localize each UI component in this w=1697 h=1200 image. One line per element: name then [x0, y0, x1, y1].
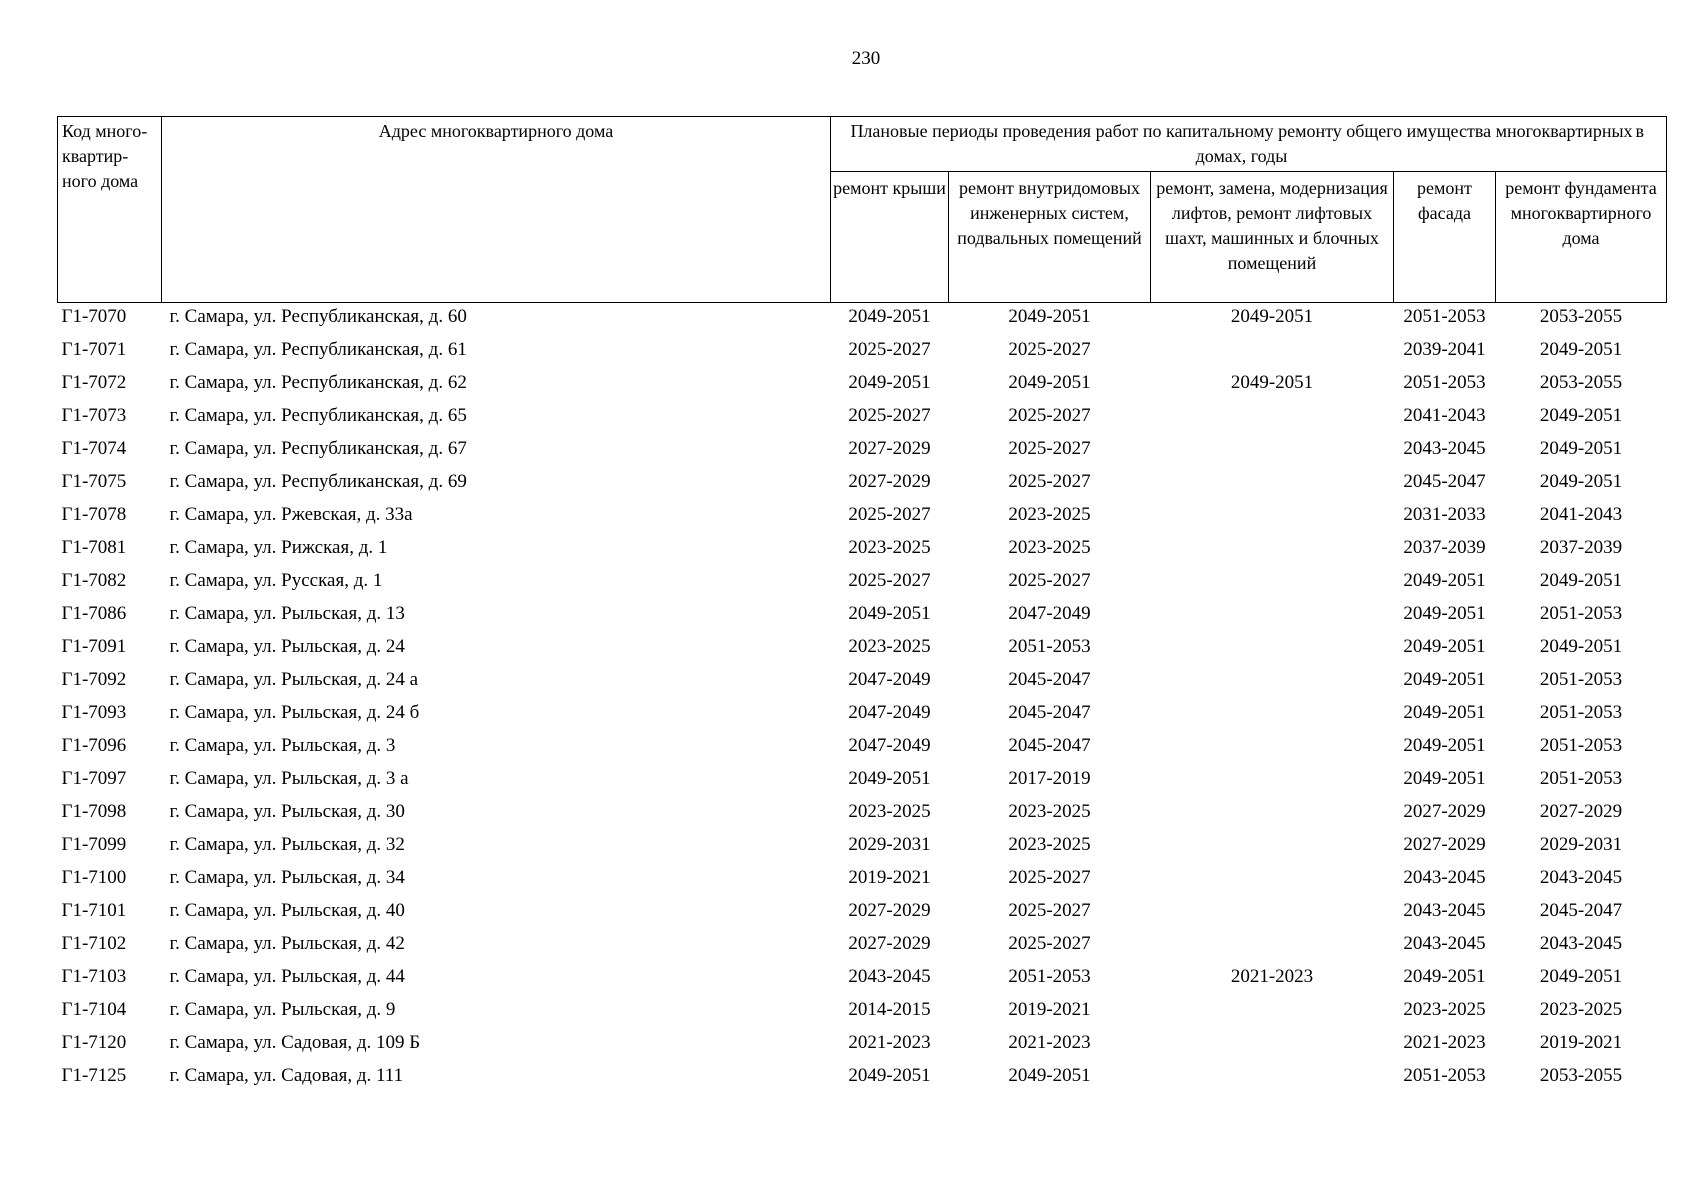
cell-facade: 2049-2051 [1403, 669, 1486, 690]
table-row [58, 800, 1667, 833]
cell-engineering: 2051-2053 [1008, 966, 1091, 987]
cell-code: Г1-7078 [61, 504, 127, 525]
cell-lifts [1151, 833, 1394, 866]
cell-engineering: 2023-2025 [1008, 801, 1091, 822]
page-number: 230 [851, 48, 881, 69]
cell-facade: 2041-2043 [1403, 405, 1486, 426]
cell-address: г. Самара, ул. Республиканская, д. 61 [169, 339, 467, 360]
cell-address: г. Самара, ул. Рыльская, д. 24 а [169, 669, 419, 690]
cell-code: Г1-7100 [61, 867, 127, 888]
cell-code: Г1-7096 [61, 735, 127, 756]
cell-code: Г1-7092 [61, 669, 127, 690]
cell-engineering: 2049-2051 [1008, 1065, 1091, 1086]
cell-foundation: 2043-2045 [1539, 867, 1623, 888]
cell-roof: 2029-2031 [848, 834, 931, 855]
cell-lifts [1151, 734, 1394, 767]
cell-roof: 2047-2049 [848, 702, 931, 723]
cell-engineering: 2025-2027 [1008, 933, 1091, 954]
cell-engineering: 2047-2049 [1008, 603, 1091, 624]
table-row [58, 635, 1667, 668]
cell-engineering: 2025-2027 [1008, 867, 1091, 888]
header-periods-text: Плановые периоды проведения работ по капитальному ремонту общего имущества многоквартирных домах, годы [850, 121, 1633, 166]
cell-facade: 2049-2051 [1403, 570, 1486, 591]
cell-roof: 2027-2029 [848, 471, 931, 492]
cell-address: г. Самара, ул. Рыльская, д. 34 [169, 867, 405, 888]
cell-roof: 2021-2023 [848, 1032, 931, 1053]
cell-lifts [1151, 668, 1394, 701]
cell-engineering: 2021-2023 [1008, 1032, 1091, 1053]
table-row [58, 503, 1667, 536]
cell-lifts [1151, 1031, 1394, 1064]
cell-foundation: 2051-2053 [1539, 669, 1623, 690]
cell-engineering: 2019-2021 [1008, 999, 1091, 1020]
cell-facade: 2023-2025 [1403, 999, 1486, 1020]
cell-address: г. Самара, ул. Рыльская, д. 42 [169, 933, 405, 954]
cell-engineering: 2025-2027 [1008, 570, 1091, 591]
header-lifts: ремонт, замена, модернизация лифтов, ремонт лифтовых шахт, машинных и блочных помещений [1151, 172, 1394, 303]
cell-foundation: 2019-2021 [1539, 1032, 1623, 1053]
cell-facade: 2051-2053 [1403, 372, 1486, 393]
cell-facade: 2049-2051 [1403, 735, 1486, 756]
cell-address: г. Самара, ул. Рыльская, д. 24 [169, 636, 405, 657]
cell-address: г. Самара, ул. Садовая, д. 111 [169, 1065, 404, 1086]
cell-lifts [1151, 470, 1394, 503]
table-row [58, 833, 1667, 866]
cell-roof: 2043-2045 [848, 966, 931, 987]
cell-address: г. Самара, ул. Рыльская, д. 30 [169, 801, 405, 822]
cell-code: Г1-7072 [61, 372, 127, 393]
cell-engineering: 2025-2027 [1008, 900, 1091, 921]
cell-roof: 2027-2029 [848, 900, 931, 921]
header-address: Адрес многоквартирного дома [162, 117, 831, 303]
cell-facade: 2039-2041 [1403, 339, 1486, 360]
header-code: Код много-квартир-ного дома [58, 117, 162, 303]
cell-lifts [1151, 602, 1394, 635]
cell-roof: 2049-2051 [848, 372, 931, 393]
table-row [58, 701, 1667, 734]
table-row [58, 470, 1667, 503]
cell-code: Г1-7104 [61, 999, 127, 1020]
cell-facade: 2045-2047 [1403, 471, 1486, 492]
cell-address: г. Самара, ул. Республиканская, д. 69 [169, 471, 467, 492]
cell-lifts [1151, 767, 1394, 800]
cell-facade: 2027-2029 [1403, 801, 1486, 822]
table-row [58, 734, 1667, 767]
cell-engineering: 2025-2027 [1008, 438, 1091, 459]
cell-address: г. Самара, ул. Рыльская, д. 3 [169, 735, 396, 756]
cell-foundation: 2051-2053 [1539, 735, 1623, 756]
header-roof: ремонт крыши [831, 172, 949, 303]
cell-code: Г1-7073 [61, 405, 127, 426]
cell-code: Г1-7082 [61, 570, 127, 591]
table-row [58, 437, 1667, 470]
cell-code: Г1-7099 [61, 834, 127, 855]
cell-code: Г1-7075 [61, 471, 127, 492]
cell-engineering: 2023-2025 [1008, 834, 1091, 855]
table-row [58, 1064, 1667, 1097]
table-row [58, 338, 1667, 371]
cell-lifts [1151, 503, 1394, 536]
cell-code: Г1-7097 [61, 768, 127, 789]
cell-facade: 2043-2045 [1403, 867, 1486, 888]
cell-lifts: 2049-2051 [1230, 372, 1314, 393]
cell-code: Г1-7102 [61, 933, 127, 954]
cell-facade: 2049-2051 [1403, 702, 1486, 723]
cell-foundation: 2051-2053 [1539, 702, 1623, 723]
cell-foundation: 2049-2051 [1539, 471, 1623, 492]
cell-roof: 2049-2051 [848, 306, 931, 327]
cell-engineering: 2045-2047 [1008, 735, 1091, 756]
cell-code: Г1-7071 [61, 339, 127, 360]
cell-code: Г1-7074 [61, 438, 127, 459]
cell-engineering: 2023-2025 [1008, 537, 1091, 558]
header-periods-trailing: в [1635, 121, 1644, 141]
cell-foundation: 2043-2045 [1539, 933, 1623, 954]
table-header [58, 117, 1667, 303]
cell-engineering: 2025-2027 [1008, 405, 1091, 426]
cell-roof: 2047-2049 [848, 735, 931, 756]
cell-engineering: 2017-2019 [1008, 768, 1091, 789]
cell-code: Г1-7098 [61, 801, 127, 822]
cell-foundation: 2053-2055 [1539, 372, 1623, 393]
table-row [58, 965, 1667, 998]
cell-facade: 2027-2029 [1403, 834, 1486, 855]
cell-code: Г1-7125 [61, 1065, 127, 1086]
header-foundation: ремонт фундамента многоквартирного дома [1496, 172, 1667, 303]
repair-schedule-table [57, 116, 1667, 1097]
cell-roof: 2023-2025 [848, 636, 931, 657]
cell-roof: 2049-2051 [848, 768, 931, 789]
cell-engineering: 2051-2053 [1008, 636, 1091, 657]
cell-lifts [1151, 866, 1394, 899]
table-row [58, 303, 1667, 339]
cell-address: г. Самара, ул. Ржевская, д. 33а [169, 504, 413, 525]
header-engineering: ремонт внутридомовых инженерных систем, подвальных помещений [949, 172, 1151, 303]
cell-facade: 2051-2053 [1403, 1065, 1486, 1086]
cell-engineering: 2023-2025 [1008, 504, 1091, 525]
table-row [58, 1031, 1667, 1064]
cell-address: г. Самара, ул. Рыльская, д. 9 [169, 999, 396, 1020]
cell-facade: 2043-2045 [1403, 438, 1486, 459]
table-row [58, 371, 1667, 404]
cell-lifts [1151, 932, 1394, 965]
table-row [58, 932, 1667, 965]
cell-facade: 2049-2051 [1403, 768, 1486, 789]
cell-address: г. Самара, ул. Рыльская, д. 40 [169, 900, 405, 921]
cell-address: г. Самара, ул. Русская, д. 1 [169, 570, 383, 591]
table-row [58, 602, 1667, 635]
cell-roof: 2047-2049 [848, 669, 931, 690]
cell-foundation: 2049-2051 [1539, 339, 1623, 360]
table-row [58, 866, 1667, 899]
cell-roof: 2025-2027 [848, 570, 931, 591]
table-row [58, 569, 1667, 602]
cell-lifts [1151, 404, 1394, 437]
cell-address: г. Самара, ул. Республиканская, д. 62 [169, 372, 467, 393]
cell-foundation: 2023-2025 [1539, 999, 1623, 1020]
cell-foundation: 2049-2051 [1539, 636, 1623, 657]
cell-lifts [1151, 437, 1394, 470]
cell-lifts [1151, 536, 1394, 569]
cell-lifts [1151, 800, 1394, 833]
table-row [58, 536, 1667, 569]
cell-facade: 2021-2023 [1403, 1032, 1486, 1053]
header-facade: ремонт фасада [1394, 172, 1496, 303]
table-row [58, 767, 1667, 800]
cell-roof: 2049-2051 [848, 1065, 931, 1086]
cell-roof: 2025-2027 [848, 405, 931, 426]
table-body [58, 303, 1667, 1098]
cell-facade: 2031-2033 [1403, 504, 1486, 525]
cell-address: г. Самара, ул. Рыльская, д. 44 [169, 966, 405, 987]
cell-lifts: 2049-2051 [1230, 306, 1314, 327]
cell-engineering: 2049-2051 [1008, 306, 1091, 327]
cell-lifts: 2021-2023 [1230, 966, 1314, 987]
header-periods [831, 117, 1667, 172]
cell-foundation: 2053-2055 [1539, 1065, 1623, 1086]
cell-facade: 2051-2053 [1403, 306, 1486, 327]
cell-foundation: 2051-2053 [1539, 768, 1623, 789]
cell-foundation: 2041-2043 [1539, 504, 1623, 525]
cell-code: Г1-7070 [61, 306, 127, 327]
cell-address: г. Самара, ул. Республиканская, д. 65 [169, 405, 467, 426]
cell-lifts [1151, 998, 1394, 1031]
cell-code: Г1-7120 [61, 1032, 127, 1053]
table-row [58, 998, 1667, 1031]
cell-foundation: 2049-2051 [1539, 405, 1623, 426]
cell-engineering: 2025-2027 [1008, 339, 1091, 360]
table-row [58, 899, 1667, 932]
cell-engineering: 2025-2027 [1008, 471, 1091, 492]
cell-lifts [1151, 338, 1394, 371]
cell-facade: 2043-2045 [1403, 933, 1486, 954]
cell-foundation: 2045-2047 [1539, 900, 1623, 921]
cell-address: г. Самара, ул. Республиканская, д. 67 [169, 438, 467, 459]
cell-address: г. Самара, ул. Рыльская, д. 13 [169, 603, 405, 624]
cell-engineering: 2045-2047 [1008, 702, 1091, 723]
cell-roof: 2027-2029 [848, 438, 931, 459]
cell-roof: 2025-2027 [848, 504, 931, 525]
cell-foundation: 2029-2031 [1539, 834, 1623, 855]
cell-lifts [1151, 899, 1394, 932]
cell-engineering: 2049-2051 [1008, 372, 1091, 393]
cell-facade: 2049-2051 [1403, 966, 1486, 987]
cell-address: г. Самара, ул. Садовая, д. 109 Б [169, 1032, 421, 1053]
cell-facade: 2049-2051 [1403, 603, 1486, 624]
cell-roof: 2023-2025 [848, 537, 931, 558]
cell-facade: 2037-2039 [1403, 537, 1486, 558]
cell-code: Г1-7101 [61, 900, 127, 921]
cell-lifts [1151, 1064, 1394, 1097]
cell-code: Г1-7081 [61, 537, 127, 558]
cell-lifts [1151, 701, 1394, 734]
cell-code: Г1-7091 [61, 636, 127, 657]
cell-foundation: 2053-2055 [1539, 306, 1623, 327]
table-row [58, 404, 1667, 437]
cell-foundation: 2027-2029 [1539, 801, 1623, 822]
cell-address: г. Самара, ул. Рижская, д. 1 [169, 537, 388, 558]
cell-roof: 2023-2025 [848, 801, 931, 822]
cell-facade: 2049-2051 [1403, 636, 1486, 657]
cell-facade: 2043-2045 [1403, 900, 1486, 921]
cell-address: г. Самара, ул. Республиканская, д. 60 [169, 306, 467, 327]
cell-address: г. Самара, ул. Рыльская, д. 24 б [169, 702, 420, 723]
cell-engineering: 2045-2047 [1008, 669, 1091, 690]
cell-code: Г1-7086 [61, 603, 127, 624]
cell-roof: 2014-2015 [848, 999, 931, 1020]
cell-foundation: 2051-2053 [1539, 603, 1623, 624]
cell-lifts [1151, 569, 1394, 602]
table-row [58, 668, 1667, 701]
cell-code: Г1-7093 [61, 702, 127, 723]
cell-code: Г1-7103 [61, 966, 127, 987]
cell-roof: 2049-2051 [848, 603, 931, 624]
cell-roof: 2025-2027 [848, 339, 931, 360]
cell-roof: 2027-2029 [848, 933, 931, 954]
cell-foundation: 2049-2051 [1539, 570, 1623, 591]
cell-address: г. Самара, ул. Рыльская, д. 32 [169, 834, 405, 855]
cell-lifts [1151, 635, 1394, 668]
repair-schedule-table-wrap [57, 116, 1667, 1097]
cell-address: г. Самара, ул. Рыльская, д. 3 а [169, 768, 409, 789]
cell-foundation: 2049-2051 [1539, 966, 1623, 987]
cell-roof: 2019-2021 [848, 867, 931, 888]
cell-foundation: 2037-2039 [1539, 537, 1623, 558]
cell-foundation: 2049-2051 [1539, 438, 1623, 459]
